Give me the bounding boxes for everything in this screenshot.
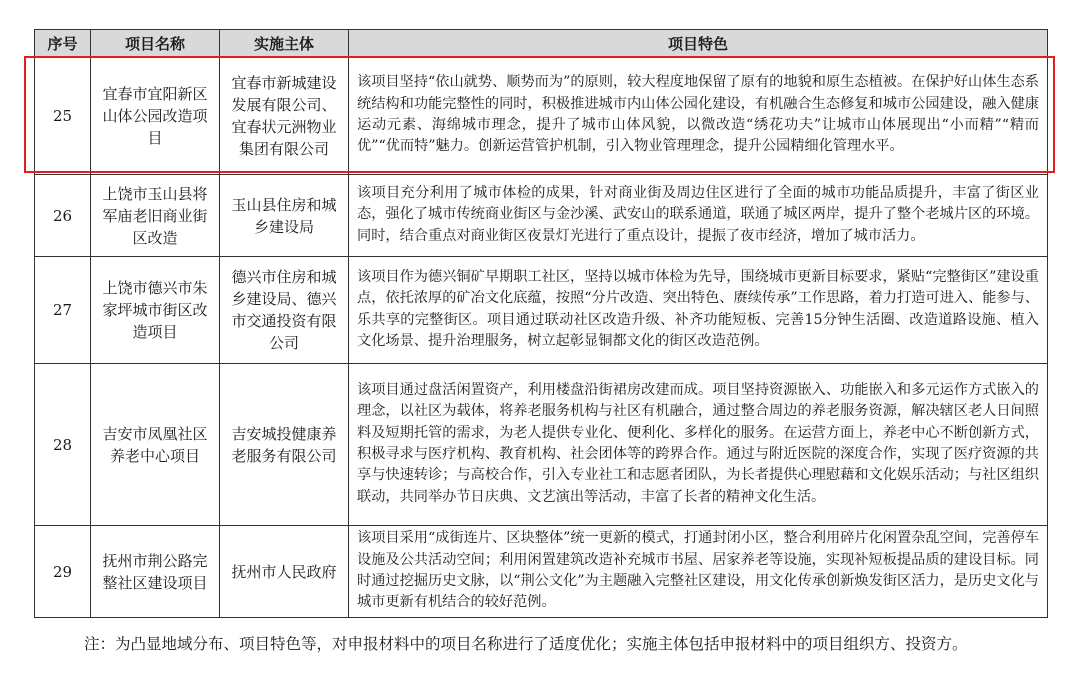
footnote: 注：为凸显地域分布、项目特色等，对申报材料中的项目名称进行了适度优化；实施主体包括申报材料中的项目组织方、投资方。: [84, 635, 968, 653]
row-entity: 德兴市住房和城乡建设局、德兴市交通投资有限公司: [220, 257, 349, 364]
row-entity: 宜春市新城建设发展有限公司、宜春状元洲物业集团有限公司: [220, 57, 349, 175]
row-no: 28: [35, 364, 91, 526]
header-entity: 实施主体: [220, 30, 349, 57]
row-feature: 该项目作为德兴铜矿早期职工社区，坚持以城市体检为先导，围绕城市更新目标要求，紧贴“完整街区”建设重点，依托浓厚的矿冶文化底蕴，按照“分片改造、突出特色、赓续传承”工作思路，着力打造可进入、能参与、乐共享的完整街区。项目通过联动社区改造升级、补齐功能短板、完善15分钟生活圈、改造道路设施、植入文化场景、提升治理服务，树立起彰显铜都文化的街区改造范例。: [349, 257, 1048, 364]
row-name: 抚州市荆公路完整社区建设项目: [91, 526, 220, 618]
row-no: 29: [35, 526, 91, 618]
row-feature: 该项目充分利用了城市体检的成果，针对商业街及周边住区进行了全面的城市功能品质提升，丰富了街区业态，强化了城市传统商业街区与金沙溪、武安山的联系通道，联通了城区两岸，提升了整个老城片区的环境。同时，结合重点对商业街区夜景灯光进行了重点设计，提振了夜市经济，增加了城市活力。: [349, 175, 1048, 257]
row-entity: 吉安城投健康养老服务有限公司: [220, 364, 349, 526]
row-name: 宜春市宜阳新区山体公园改造项目: [91, 57, 220, 175]
header-no: 序号: [35, 30, 91, 57]
row-feature: 该项目采用“成街连片、区块整体”统一更新的模式，打通封闭小区，整合利用碎片化闲置杂乱空间，完善停车设施及公共活动空间；利用闲置建筑改造补充城市书屋、居家养老等设施，实现补短板提品质的建设目标。同时通过挖掘历史文脉，以“荆公文化”为主题融入完整社区建设，用文化传承创新焕发街区活力，是历史文化与城市更新有机结合的较好范例。: [349, 526, 1048, 618]
header-row: [35, 30, 1048, 57]
row-no: 25: [35, 57, 91, 175]
row-name: 吉安市凤凰社区养老中心项目: [91, 364, 220, 526]
table-row: [35, 526, 1048, 618]
row-feature: 该项目通过盘活闲置资产，利用楼盘沿街裙房改建而成。项目坚持资源嵌入、功能嵌入和多元运作方式嵌入的理念，以社区为载体，将养老服务机构与社区有机融合，通过整合周边的养老服务资源，解决辖区老人日间照料及短期托管的需求，为老人提供专业化、便利化、多样化的服务。在运营方面上，养老中心不断创新方式，积极寻求与医疗机构、教育机构、社会团体等的跨界合作。通过与附近医院的深度合作，实现了医疗资源的共享与快速转诊；与高校合作，引入专业社工和志愿者团队，为长者提供心理慰藉和文化娱乐活动；与社区组织联动，共同举办节日庆典、文艺演出等活动，丰富了长者的精神文化生活。: [349, 364, 1048, 526]
row-no: 26: [35, 175, 91, 257]
row-no: 27: [35, 257, 91, 364]
highlight-frame: [24, 56, 1055, 173]
table-row: [35, 257, 1048, 364]
row-entity: 玉山县住房和城乡建设局: [220, 175, 349, 257]
row-feature: 该项目坚持“依山就势、顺势而为”的原则，较大程度地保留了原有的地貌和原生态植被。在保护好山体生态系统结构和功能完整性的同时，积极推进城市内山体公园化建设，有机融合生态修复和城市公园建设，融入健康运动元素、海绵城市理念，提升了城市山体风貌，以微改造“绣花功夫”让城市山体展现出“小而精”“精而优”“优而特”魅力。创新运营管护机制，引入物业管理理念，提升公园精细化管理水平。: [349, 57, 1048, 175]
row-entity: 抚州市人民政府: [220, 526, 349, 618]
header-name: 项目名称: [91, 30, 220, 57]
table-row: [35, 175, 1048, 257]
table-row: [35, 364, 1048, 526]
header-feature: 项目特色: [349, 30, 1048, 57]
row-name: 上饶市德兴市朱家坪城市街区改造项目: [91, 257, 220, 364]
row-name: 上饶市玉山县将军庙老旧商业街区改造: [91, 175, 220, 257]
